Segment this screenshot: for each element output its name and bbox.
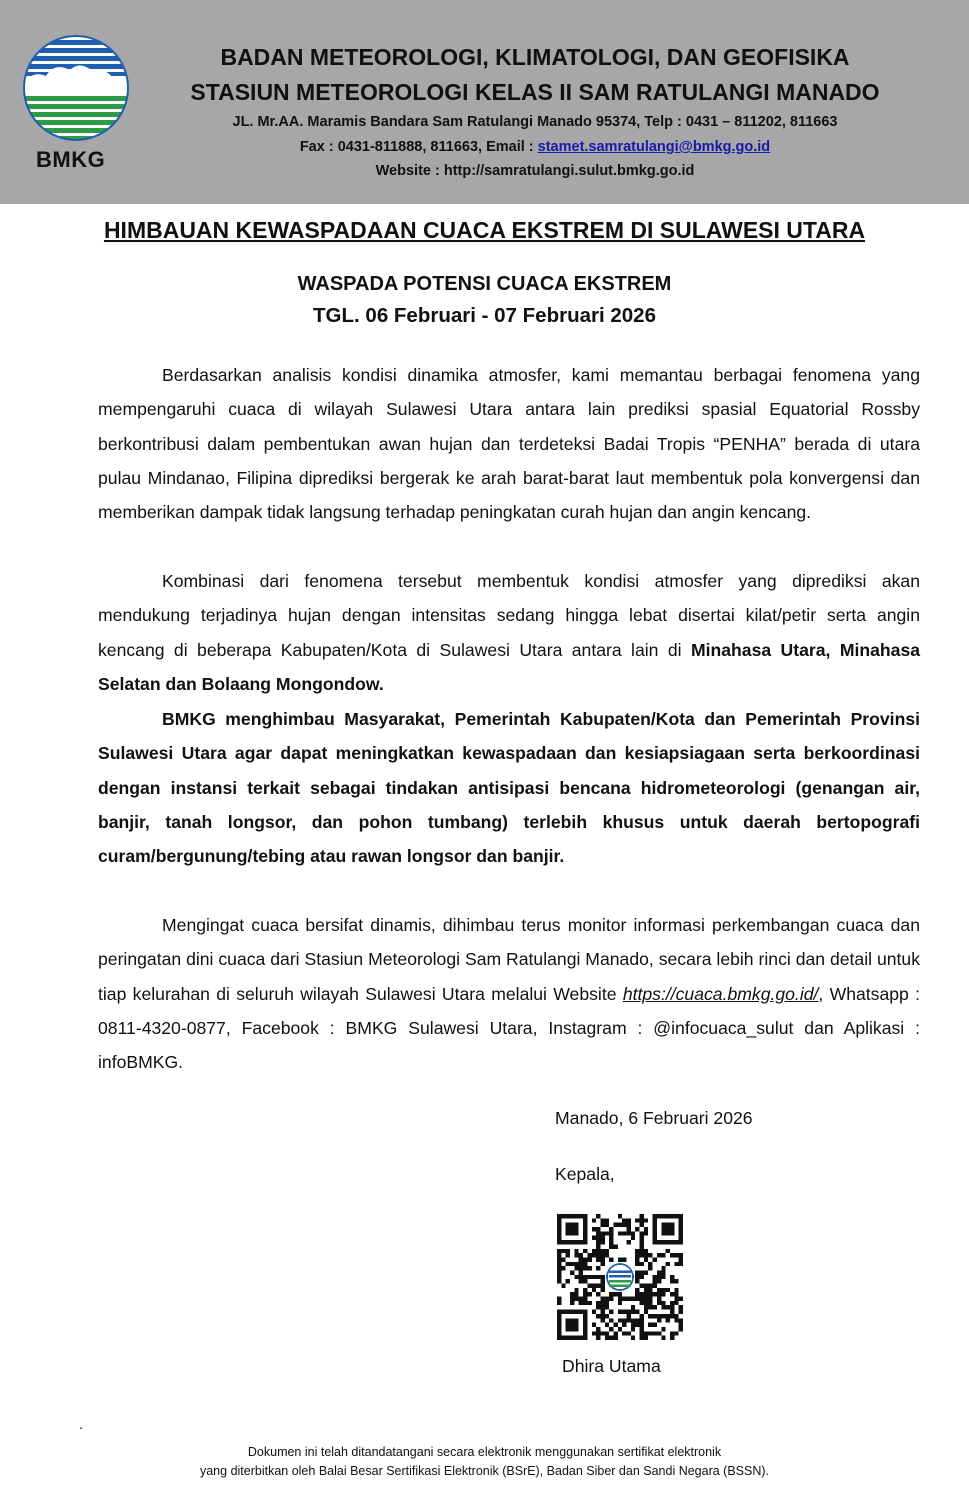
fax-label: Fax : 0431-811888, 811663, Email :: [299, 139, 538, 155]
subtitle-warning: WASPADA POTENSI CUACA EKSTREM: [297, 273, 672, 295]
email-link[interactable]: stamet.samratulangi@bmkg.go.id: [537, 139, 771, 155]
footer-dot: .: [79, 1416, 83, 1432]
paragraph-combination-text: Kombinasi dari fenomena tersebut membentuk kondisi atmosfer yang diprediksi akan mendukung terjadinya hujan dengan intensitas sedang hingga lebat disertai kilat/petir serta angin kencang di beberapa Kabupaten/Kota di Sulawesi Utara antara lain di: [98, 571, 920, 660]
qr-code-icon: [557, 1214, 683, 1340]
paragraph-monitoring-contacts: , Whatsapp : 0811-4320-0877, Facebook : BMKG Sulawesi Utara, Instagram : @infocuaca_sulut dan Aplikasi : infoBMKG.: [98, 983, 920, 1073]
signatory-name: Dhira Utama: [562, 1356, 661, 1376]
paragraph-monitoring: [98, 908, 920, 1079]
paragraph-monitoring-text: Mengingat cuaca bersifat dinamis, dihimbau terus monitor informasi perkembangan cuaca dan peringatan dini cuaca dari Stasiun Meteorologi Sam Ratulangi Manado, secara lebih rinci dan detail untuk tiap kelurahan di seluruh wilayah Sulawesi Utara melalui Website: [98, 915, 920, 1004]
station-name: STASIUN METEOROLOGI KELAS II SAM RATULANGI MANADO: [190, 79, 880, 105]
logo-text: BMKG: [36, 147, 106, 172]
subtitle-date: TGL. 06 Februari - 07 Februari 2026: [313, 304, 656, 327]
paragraph-appeal: BMKG menghimbau Masyarakat, Pemerintah Kabupaten/Kota dan Pemerintah Provinsi Sulawesi Utara agar dapat meningkatkan kewaspadaan dan kesiapsiagaan serta berkoordinasi dengan instansi terkait sebagai tindakan antisipasi bencana hidrometeorologi (genangan air, banjir, tanah longsor, dan pohon tumbang) terlebih khusus untuk daerah bertopografi curam/bergunung/tebing atau rawan longsor dan banjir.: [98, 709, 920, 867]
footer-line-1: Dokumen ini telah ditandatangani secara elektronik menggunakan sertifikat elektronik: [247, 1445, 722, 1459]
cuaca-website-link[interactable]: https://cuaca.bmkg.go.id/: [622, 983, 819, 1004]
signature-position: Kepala,: [555, 1164, 615, 1184]
letterhead: [0, 0, 969, 204]
station-address: JL. Mr.AA. Maramis Bandara Sam Ratulangi Manado 95374, Telp : 0431 – 811202, 811663: [232, 114, 838, 130]
agency-name: BADAN METEOROLOGI, KLIMATOLOGI, DAN GEOFISIKA: [220, 44, 850, 70]
signature-place-date: Manado, 6 Februari 2026: [555, 1108, 753, 1128]
affected-regions: Minahasa Utara, Minahasa Selatan dan Bolaang Mongondow.: [98, 639, 921, 694]
website-line[interactable]: Website : http://samratulangi.sulut.bmkg.go.id: [375, 163, 695, 179]
paragraph-combination: [98, 564, 920, 701]
paragraph-analysis: Berdasarkan analisis kondisi dinamika atmosfer, kami memantau berbagai fenomena yang mempengaruhi cuaca di wilayah Sulawesi Utara antara lain prediksi spasial Equatorial Rossby berkontribusi dalam pembentukan awan hujan dan terdeteksi Badai Tropis “PENHA” berada di utara pulau Mindanao, Filipina diprediksi bergerak ke arah barat-barat laut membentuk pola konvergensi dan memberikan dampak tidak langsung terhadap peningkatan curah hujan dan angin kencang.: [98, 365, 920, 523]
footer-line-2: yang diterbitkan oleh Balai Besar Sertifikasi Elektronik (BSrE), Badan Siber dan Sandi Negara (BSSN).: [199, 1464, 770, 1478]
document-title: HIMBAUAN KEWASPADAAN CUACA EKSTREM DI SULAWESI UTARA: [103, 217, 866, 243]
fax-email-line: [150, 139, 920, 155]
